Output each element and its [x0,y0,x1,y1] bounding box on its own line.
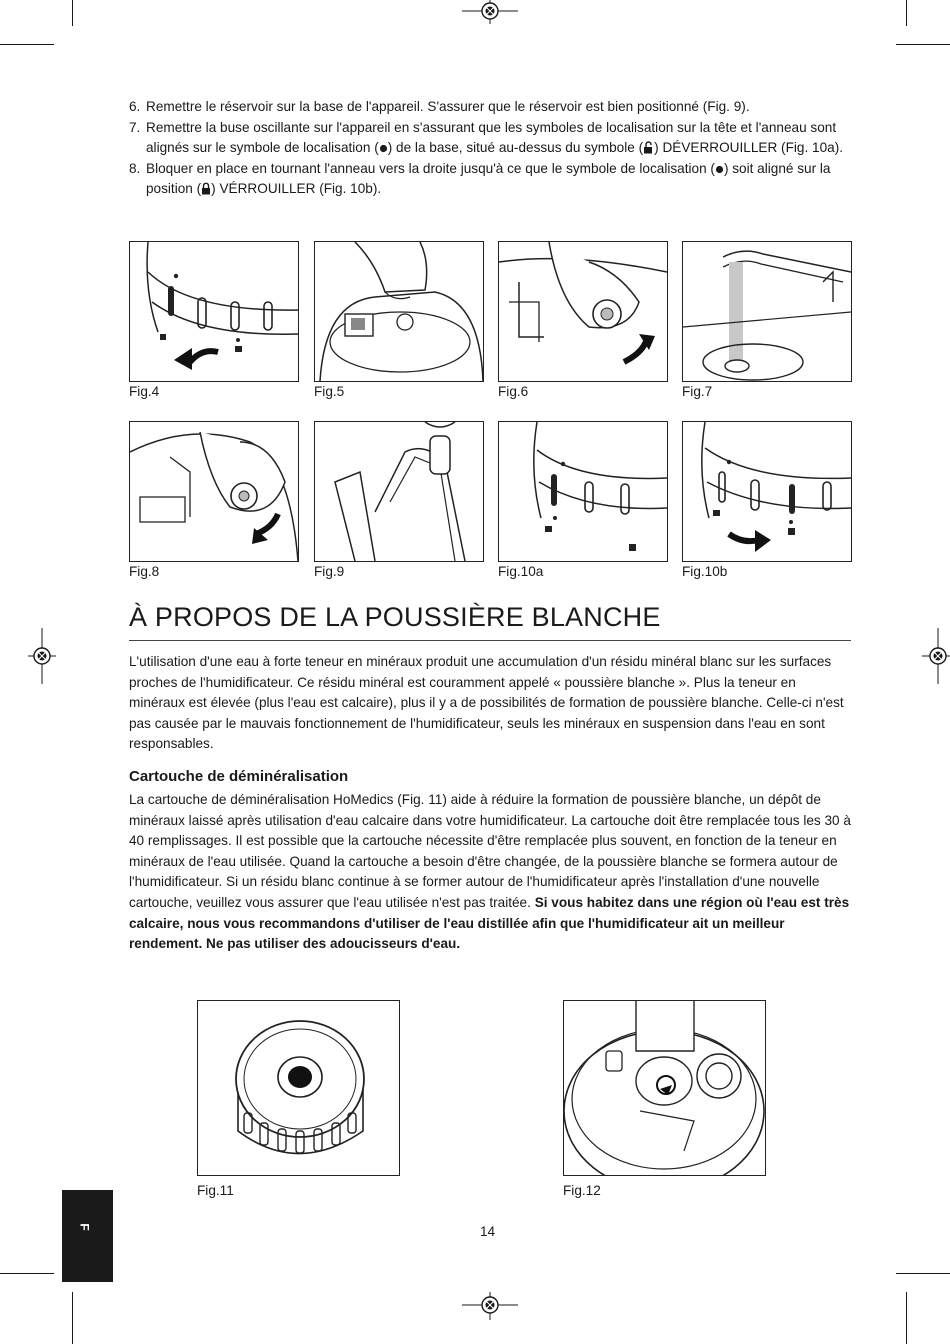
figure-9 [314,421,484,562]
fig5-caption: Fig.5 [314,384,345,399]
step-text: Remettre la buse oscillante sur l'appareil en s'assurant que les symboles de localisation sur la tête et l'anneau sont alignés sur le symbole de localisation ( [146,119,837,156]
fig9-caption: Fig.9 [314,564,345,579]
step-text: ) VÉRROUILLER (Fig. 10b). [211,181,382,197]
section-title: À PROPOS DE LA POUSSIÈRE BLANCHE [129,602,661,632]
subheading: Cartouche de déminéralisation [129,768,349,785]
fig4-illustration [130,242,298,381]
step-text: Bloquer en place en tournant l'anneau vers la droite jusqu'à ce que le symbole de localisation ( [146,160,715,176]
crop-mark [896,1273,950,1274]
fig10b-illustration [683,422,851,561]
fig10a-caption: Fig.10a [498,564,544,579]
cartridge-body-text: La cartouche de déminéralisation HoMedics (Fig. 11) aide à réduire la formation de poussière blanche, un dépôt de minéraux laissé après utilisation d'eau calcaire dans votre humidificateur. La cartouche doit être remplacée tous les 30 à 40 remplissages. Il est possible que la cartouche nécessite d'être remplacée plus souvent, en fonction de la teneur en minéraux de l'eau utilisée. Quand la cartouche a besoin d'être changée, de la poussière blanche se formera autour de l'humidificateur. Si un résidu blanc continue à se former autour de l'humidificateur après l'installation d'une nouvelle cartouche, veuillez vous assurer que l'eau utilisée n'est pas traitée. [129,792,851,910]
figure-7 [682,241,852,382]
figure-6 [498,241,668,382]
registration-mark-left [28,628,56,684]
intro-paragraph: L'utilisation d'une eau à forte teneur en minéraux produit une accumulation d'un résidu minéral blanc sur les surfaces proches de l'humidificateur. Ce résidu minéral est couramment appelé « poussière blanche ». Plus la teneur en minéraux est élevée (plus l'eau est calcaire), plus il y a de possibilités de formation de poussière blanche. Celle-ci n'est pas causée par le mauvais fonctionnement de l'humidificateur, seuls les minéraux en suspension dans l'eau en sont responsables. [129,654,844,752]
step-text: ) soit aligné sur la position ( [146,160,831,197]
language-tab [62,1190,113,1282]
step-number: 7. [129,119,141,135]
instruction-steps [129,97,854,200]
fig7-caption: Fig.7 [682,384,713,399]
step-7 [129,118,854,159]
registration-mark-bottom [462,1292,518,1320]
fig7-illustration [683,242,851,381]
cartridge-body-bold: Si vous habitez dans une région où l'eau est très calcaire, nous vous recommandons d'utiliser de l'eau distillée afin que l'humidificateur ait un meilleur rendement. Ne pas utiliser des adoucisseurs d'eau. [129,894,850,952]
step-number: 8. [129,160,141,176]
crop-mark [0,1273,54,1274]
step-text: ) DÉVERROUILLER (Fig. 10a). [654,140,843,156]
unlock-icon [643,141,654,154]
fig9-illustration [315,422,483,561]
fig10a-illustration [499,422,667,561]
step-text: Remettre le réservoir sur la base de l'appareil. S'assurer que le réservoir est bien positionné (Fig. 9). [146,99,750,114]
figure-11 [197,1000,400,1176]
fig8-caption: Fig.8 [129,564,160,579]
crop-mark [896,44,950,45]
crop-mark [72,1292,73,1344]
lock-icon [201,182,211,195]
fig6-caption: Fig.6 [498,384,529,399]
fig5-illustration [315,242,483,381]
figure-10a [498,421,668,562]
step-number: 6. [129,99,141,114]
figure-12 [563,1000,766,1176]
registration-mark-right [922,628,950,684]
language-tab-label: F [77,1223,92,1231]
figure-10b [682,421,852,562]
fig11-caption: Fig.11 [197,1183,234,1198]
page-number: 14 [480,1224,496,1239]
fig11-illustration [198,1001,399,1175]
location-dot-icon [715,164,724,174]
fig4-caption: Fig.4 [129,384,160,399]
cartridge-paragraph [129,790,851,955]
fig8-illustration [130,422,298,561]
fig12-illustration [564,1001,765,1175]
section-divider [129,640,851,641]
step-text: ) de la base, situé au-dessus du symbole ( [387,140,644,156]
figure-4 [129,241,299,382]
crop-mark [0,44,54,45]
figure-8 [129,421,299,562]
crop-mark [906,0,907,26]
figure-5 [314,241,484,382]
step-6 [129,97,854,118]
crop-mark [72,0,73,26]
location-dot-icon [379,143,388,153]
fig10b-caption: Fig.10b [682,564,728,579]
fig6-illustration [499,242,667,381]
registration-mark-top [462,0,518,24]
fig12-caption: Fig.12 [563,1183,601,1198]
step-8 [129,159,854,200]
crop-mark [906,1292,907,1344]
